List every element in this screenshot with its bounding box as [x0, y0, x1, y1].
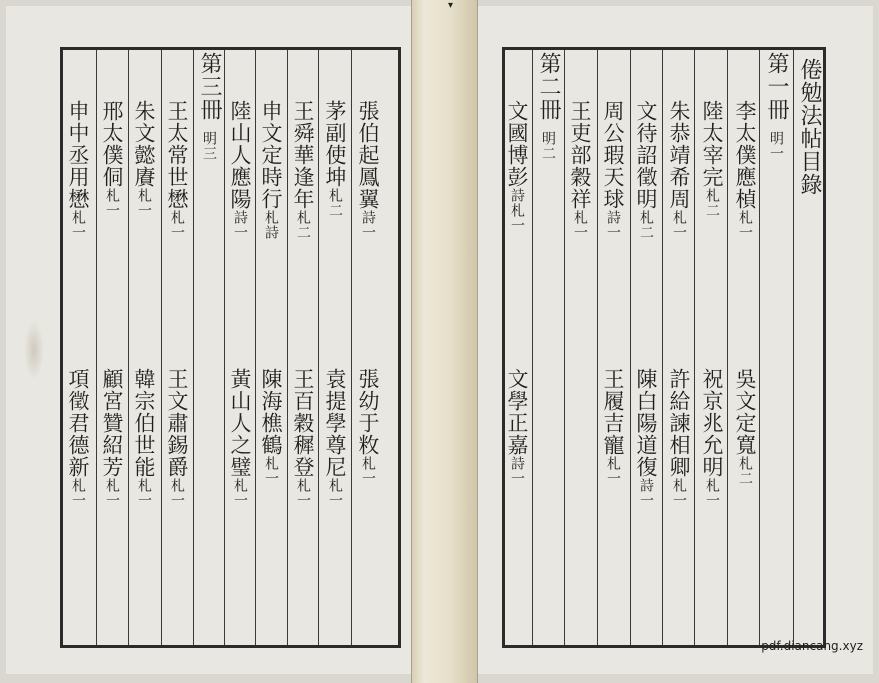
catalog-entry: 袁提學尊尼札一	[323, 368, 347, 508]
column-rule	[564, 50, 565, 645]
catalog-entry: 吳文定寬札二	[733, 368, 757, 486]
catalog-entry: 祝京兆允明札一	[700, 368, 724, 508]
catalog-entry: 文待詔徵明札二	[634, 100, 658, 240]
paper-stain	[24, 320, 44, 380]
catalog-entry: 張伯起鳳翼詩一	[356, 100, 380, 240]
column-rule	[351, 50, 352, 645]
catalog-entry: 文學正嘉詩一	[505, 368, 529, 486]
catalog-entry: 朱恭靖希周札一	[667, 100, 691, 240]
catalog-entry: 陸山人應陽詩一	[228, 100, 252, 240]
catalog-entry: 申中丞用懋札一	[66, 100, 90, 240]
catalog-entry: 邢太僕侗札一	[100, 100, 124, 218]
gutter-edge-left	[411, 0, 412, 683]
catalog-entry: 韓宗伯世能札一	[132, 368, 156, 508]
catalog-entry: 顧宮贊紹芳札一	[100, 368, 124, 508]
catalog-entry: 許給諫相卿札一	[667, 368, 691, 508]
watermark-text: pdf.diancang.xyz	[761, 639, 863, 653]
catalog-entry: 周公瑕天球詩一	[601, 100, 625, 240]
column-rule	[793, 50, 794, 645]
catalog-entry: 王吏部穀祥札一	[568, 100, 592, 240]
volume-heading: 第二冊明二	[536, 52, 561, 161]
catalog-entry: 陳海樵鶴札一	[259, 368, 283, 486]
catalog-entry: 項徵君德新札一	[66, 368, 90, 508]
catalog-entry: 張幼于敉札一	[356, 368, 380, 486]
column-rule	[287, 50, 288, 645]
fold-mark: ▾	[448, 0, 454, 11]
catalog-entry: 王舜華逢年札二	[291, 100, 315, 240]
book-gutter	[411, 0, 477, 683]
volume-heading: 第一冊明一	[764, 52, 789, 161]
column-rule	[694, 50, 695, 645]
catalog-entry: 王履吉寵札一	[601, 368, 625, 486]
catalog-entry: 陳白陽道復詩一	[634, 368, 658, 508]
gutter-edge-right	[477, 0, 478, 683]
column-rule	[224, 50, 225, 645]
column-rule	[532, 50, 533, 645]
catalog-entry: 茅副使坤札二	[323, 100, 347, 218]
catalog-entry: 黃山人之璧札一	[228, 368, 252, 508]
column-rule	[318, 50, 319, 645]
column-rule	[161, 50, 162, 645]
catalog-entry: 王百穀穉登札一	[291, 368, 315, 508]
catalog-entry: 朱文懿賡札一	[132, 100, 156, 218]
catalog-entry: 王太常世懋札一	[165, 100, 189, 240]
column-rule	[630, 50, 631, 645]
column-rule	[96, 50, 97, 645]
book-title: 倦勉法帖目錄	[797, 58, 822, 196]
column-rule	[662, 50, 663, 645]
catalog-entry: 申文定時行札詩	[259, 100, 283, 240]
catalog-entry: 李太僕應楨札一	[733, 100, 757, 240]
catalog-entry: 王文肅錫爵札一	[165, 368, 189, 508]
column-rule	[597, 50, 598, 645]
column-rule	[193, 50, 194, 645]
catalog-entry: 陸太宰完札二	[700, 100, 724, 218]
column-rule	[255, 50, 256, 645]
column-rule	[759, 50, 760, 645]
catalog-entry: 文國博彭詩札一	[505, 100, 529, 233]
column-rule	[727, 50, 728, 645]
volume-heading: 第三冊明三	[197, 52, 222, 161]
column-rule	[128, 50, 129, 645]
